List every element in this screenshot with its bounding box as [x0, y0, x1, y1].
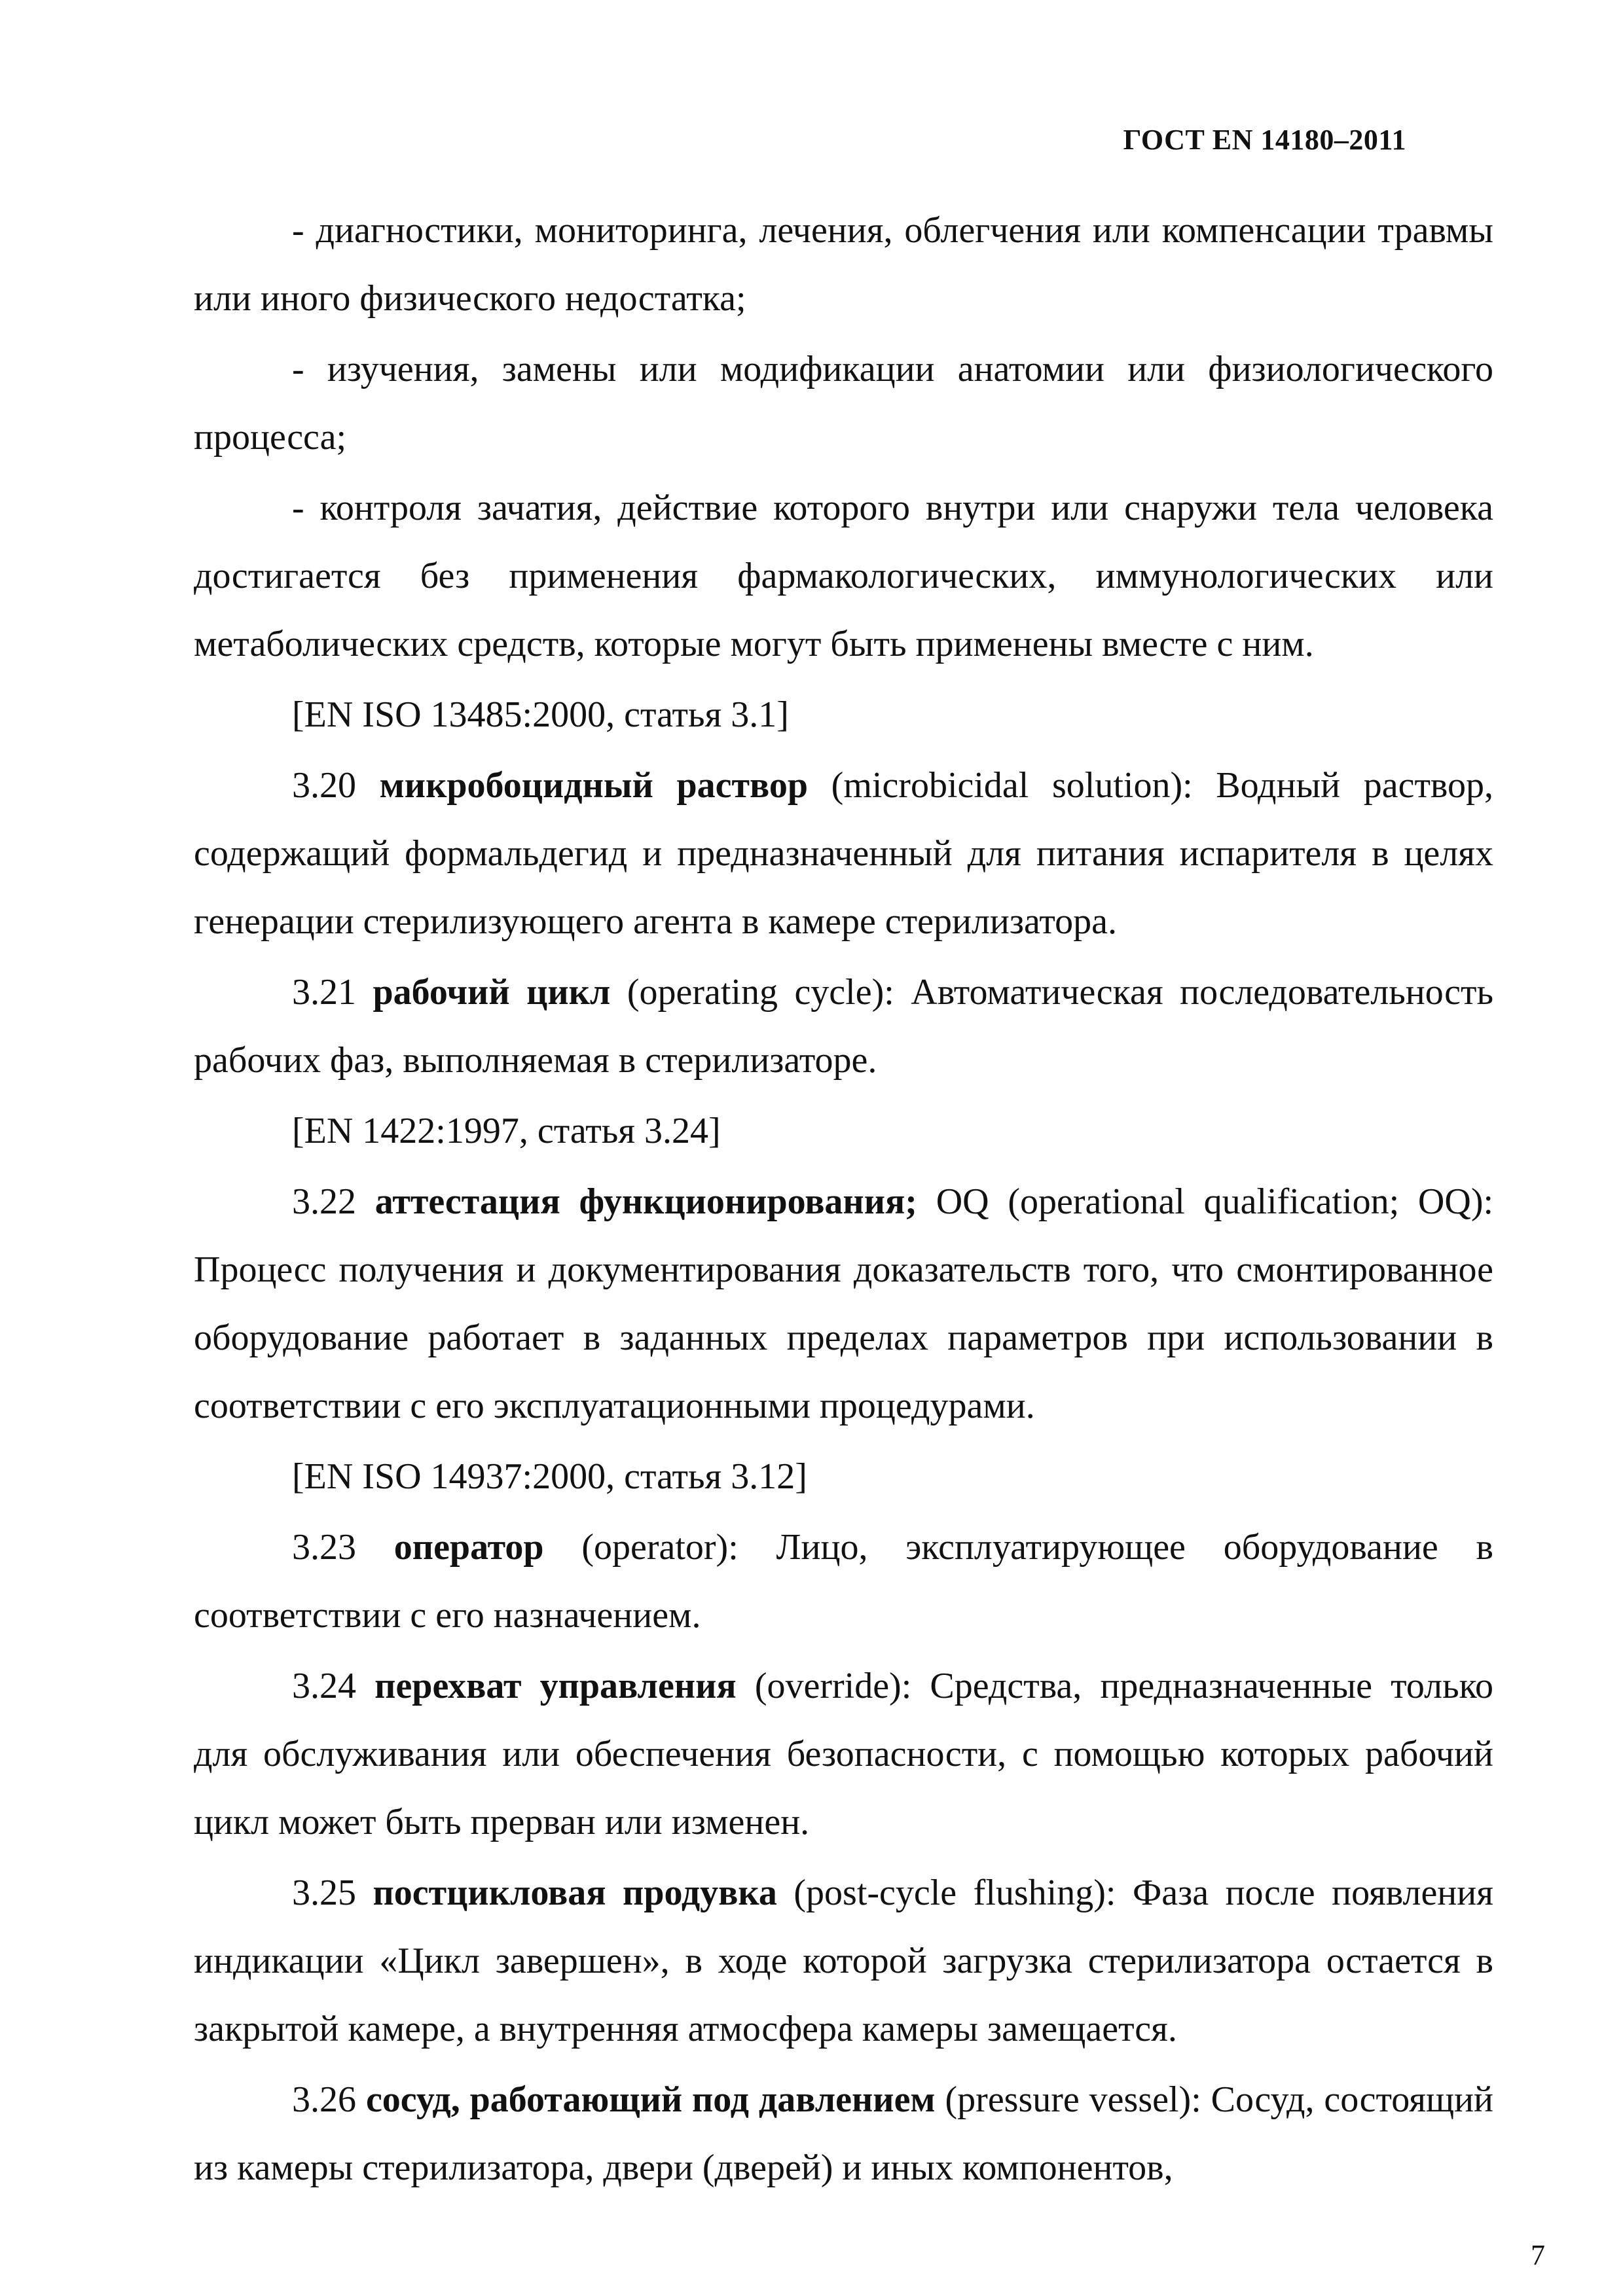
term-name: рабочий цикл [373, 972, 611, 1013]
term-text: (override): Средства, предназначенные только для обслуживания или обеспечения безопасности, с помощью которых рабочий цикл может быть прерван или изменен. [194, 1666, 1494, 1842]
term-name: оператор [393, 1527, 544, 1568]
page-number: 7 [1531, 2239, 1545, 2271]
term-definition-3-24 [194, 1652, 1493, 1856]
term-definition-3-21 [194, 958, 1493, 1094]
term-name: сосуд, работающий под давлением [365, 2079, 936, 2120]
term-definition-3-20 [194, 751, 1493, 956]
term-number: 3.24 [292, 1666, 356, 1706]
term-text: (pressure vessel): Сосуд, состоящий из камеры стерилизатора, двери (дверей) и иных компонентов, [194, 2079, 1494, 2188]
term-text: (operator): Лицо, эксплуатирующее оборудование в соответствии с его назначением. [194, 1527, 1494, 1636]
term-number: 3.21 [292, 972, 356, 1013]
term-text: (operating cycle): Автоматическая последовательность рабочих фаз, выполняемая в стерилизаторе. [194, 972, 1494, 1081]
term-number: 3.20 [292, 765, 356, 806]
list-item-conception: - контроля зачатия, действие которого внутри или снаружи тела человека достигается без применения фармакологических, иммунологических или метаболических средств, которые могут быть применены вместе с ним. [194, 488, 1493, 664]
term-text: OQ (operational qualification; OQ): Процесс получения и документирования доказательств того, что смонтированное оборудование работает в заданных пределах параметров при использовании в соответствии с его эксплуатационными процедурами. [194, 1181, 1494, 1426]
term-definition-3-23 [194, 1513, 1493, 1649]
term-text: (post-cycle flushing): Фаза после появления индикации «Цикл завершен», в ходе которой загрузка стерилизатора остается в закрытой камере, а внутренняя атмосфера камеры замещается. [194, 1873, 1493, 2049]
term-definition-3-26 [194, 2066, 1493, 2202]
term-text: (microbicidal solution): Водный раствор, содержащий формальдегид и предназначенный для питания испарителя в целях генерации стерилизующего агента в камере стерилизатора. [194, 765, 1493, 942]
citation: [EN 1422:1997, статья 3.24] [292, 1111, 721, 1151]
document-header: ГОСТ EN 14180–2011 [1123, 124, 1406, 156]
term-name: микробоцидный раствор [379, 765, 809, 806]
term-number: 3.23 [292, 1527, 356, 1568]
term-number: 3.25 [292, 1873, 356, 1913]
term-name: аттестация функционирования; [374, 1181, 917, 1222]
citation: [EN ISO 13485:2000, статья 3.1] [292, 694, 789, 735]
citation: [EN ISO 14937:2000, статья 3.12] [292, 1456, 807, 1497]
term-number: 3.22 [292, 1181, 356, 1222]
term-name: перехват управления [374, 1666, 737, 1706]
term-definition-3-25 [194, 1859, 1493, 2063]
term-definition-3-22 [194, 1168, 1493, 1440]
term-number: 3.26 [292, 2079, 356, 2120]
term-name: постцикловая продувка [373, 1873, 777, 1913]
list-item-diagnostics: - диагностики, мониторинга, лечения, облегчения или компенсации травмы или иного физического недостатка; [194, 210, 1493, 319]
document-body [194, 196, 1493, 2204]
list-item-anatomy: - изучения, замены или модификации анатомии или физиологического процесса; [194, 349, 1493, 457]
